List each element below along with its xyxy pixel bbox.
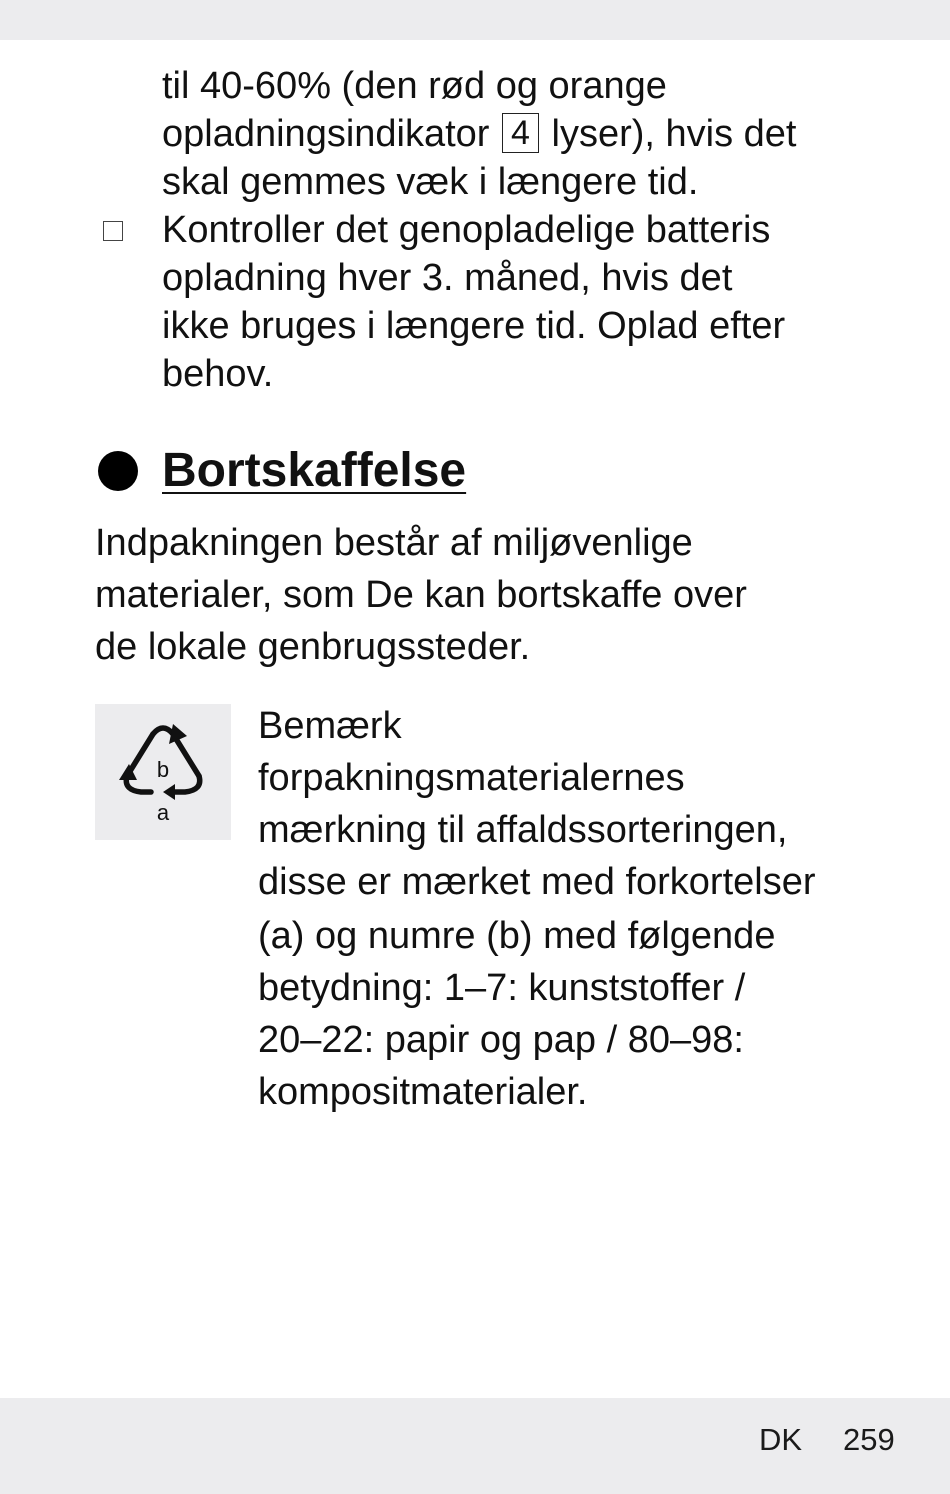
continued-text-after: lyser), hvis det [551,113,797,155]
top-band [0,0,950,40]
footer-language: DK [759,1422,803,1457]
recycling-label-b: b [156,757,170,782]
note-line: mærkning til affaldssorteringen, [258,809,788,851]
footer-band [0,1398,950,1494]
continued-text-line-2 [162,110,796,158]
paragraph-line: de lokale genbrugssteder. [95,626,531,668]
note-line: betydning: 1–7: kunststoffer / [258,967,746,1009]
note-line: kompositmaterialer. [258,1071,588,1113]
paragraph-line: Indpakningen består af miljøvenlige [95,522,693,564]
heading-bullet-icon [98,451,138,491]
note-line: disse er mærket med forkortelser [258,861,816,903]
recycling-label-a: a [156,800,170,825]
list-bullet-box-icon [103,221,123,241]
charging-indicator-reference: 4 [502,113,539,153]
note-line: Bemærk [258,705,402,747]
note-line: forpakningsmaterialernes [258,757,685,799]
continued-text-before: opladningsindikator [162,113,490,155]
recycling-symbol [95,704,231,840]
list-item-line: Kontroller det genopladelige batteris [162,209,771,251]
continued-text-line-3: skal gemmes væk i længere tid. [162,161,699,203]
note-line: (a) og numre (b) med følgende [258,915,776,957]
list-item-line: ikke bruges i længere tid. Oplad efter [162,305,786,347]
page-number: 259 [843,1422,895,1457]
list-item-line: behov. [162,353,274,395]
list-item-line: opladning hver 3. måned, hvis det [162,257,733,299]
paragraph-line: materialer, som De kan bortskaffe over [95,574,747,616]
recycling-triangle-icon [95,704,231,840]
note-line: 20–22: papir og pap / 80–98: [258,1019,744,1061]
section-heading: Bortskaffelse [162,444,467,497]
continued-text-line-1: til 40-60% (den rød og orange [162,65,667,107]
